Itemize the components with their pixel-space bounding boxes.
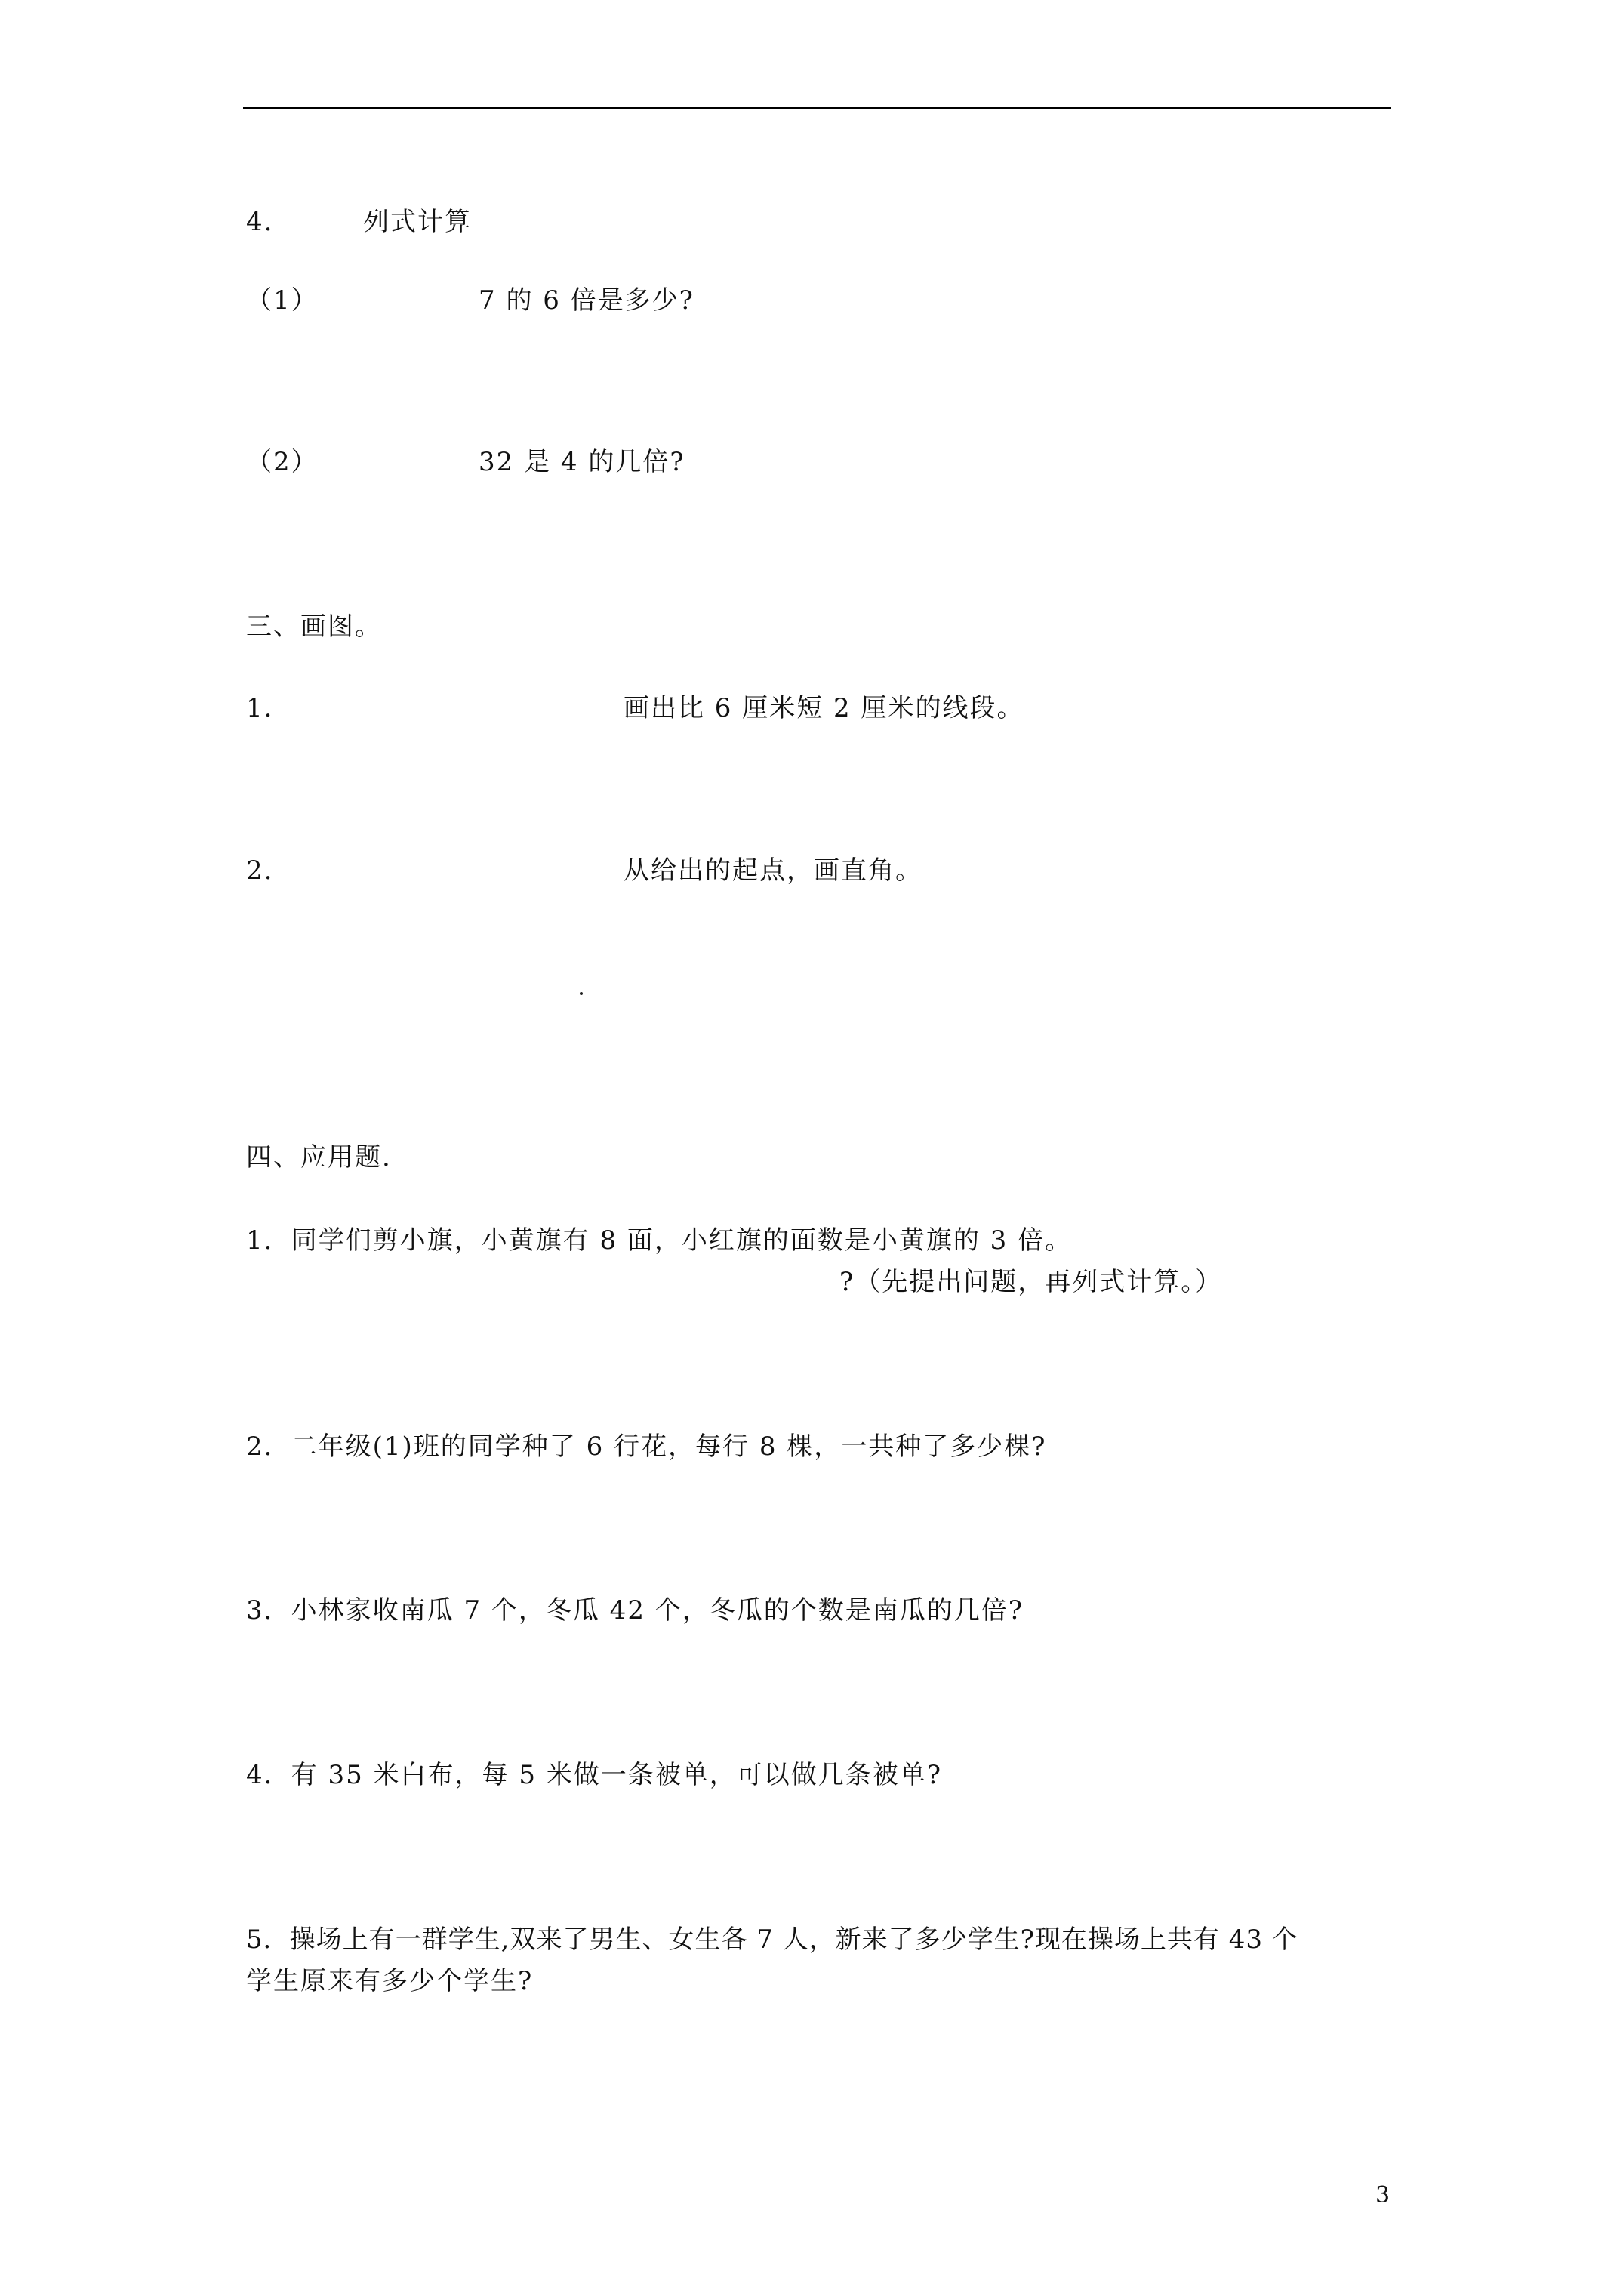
header-rule bbox=[243, 107, 1391, 109]
calc-section-number: 4. bbox=[246, 207, 274, 237]
calc-q2-text: 32 是 4 的几倍? bbox=[479, 447, 685, 477]
calc-q1-text: 7 的 6 倍是多少? bbox=[479, 285, 694, 316]
page-number: 3 bbox=[1375, 2182, 1392, 2208]
draw-item1-text: 画出比 6 厘米短 2 厘米的线段。 bbox=[624, 693, 1024, 723]
draw-item2-text: 从给出的起点，画直角。 bbox=[624, 855, 922, 886]
apply-q5-line1: 5．操场上有一群学生,双来了男生、女生各 7 人，新来了多少学生?现在操场上共有 43 个 bbox=[246, 1925, 1298, 1955]
draw-item1-number: 1. bbox=[246, 693, 274, 723]
apply-section-heading: 四、应用题. bbox=[246, 1142, 392, 1173]
apply-q3: 3．小林家收南瓜 7 个，冬瓜 42 个，冬瓜的个数是南瓜的几倍? bbox=[246, 1595, 1024, 1626]
apply-q4: 4．有 35 米白布，每 5 米做一条被单，可以做几条被单? bbox=[246, 1760, 942, 1790]
calc-q1-label: （1） bbox=[246, 285, 319, 316]
apply-q1-line2: ?（先提出问题，再列式计算。） bbox=[839, 1267, 1223, 1297]
apply-q5-line2: 学生原来有多少个学生? bbox=[246, 1966, 534, 1996]
apply-q2: 2．二年级(1)班的同学种了 6 行花，每行 8 棵，一共种了多少棵? bbox=[246, 1432, 1047, 1462]
draw-section-heading: 三、画图。 bbox=[246, 612, 382, 642]
apply-q1-line1: 1．同学们剪小旗，小黄旗有 8 面，小红旗的面数是小黄旗的 3 倍。 bbox=[246, 1225, 1073, 1256]
draw-item2-number: 2. bbox=[246, 855, 274, 886]
calc-section-title: 列式计算 bbox=[363, 207, 472, 237]
calc-q2-label: （2） bbox=[246, 447, 319, 477]
start-point-dot bbox=[580, 992, 583, 995]
